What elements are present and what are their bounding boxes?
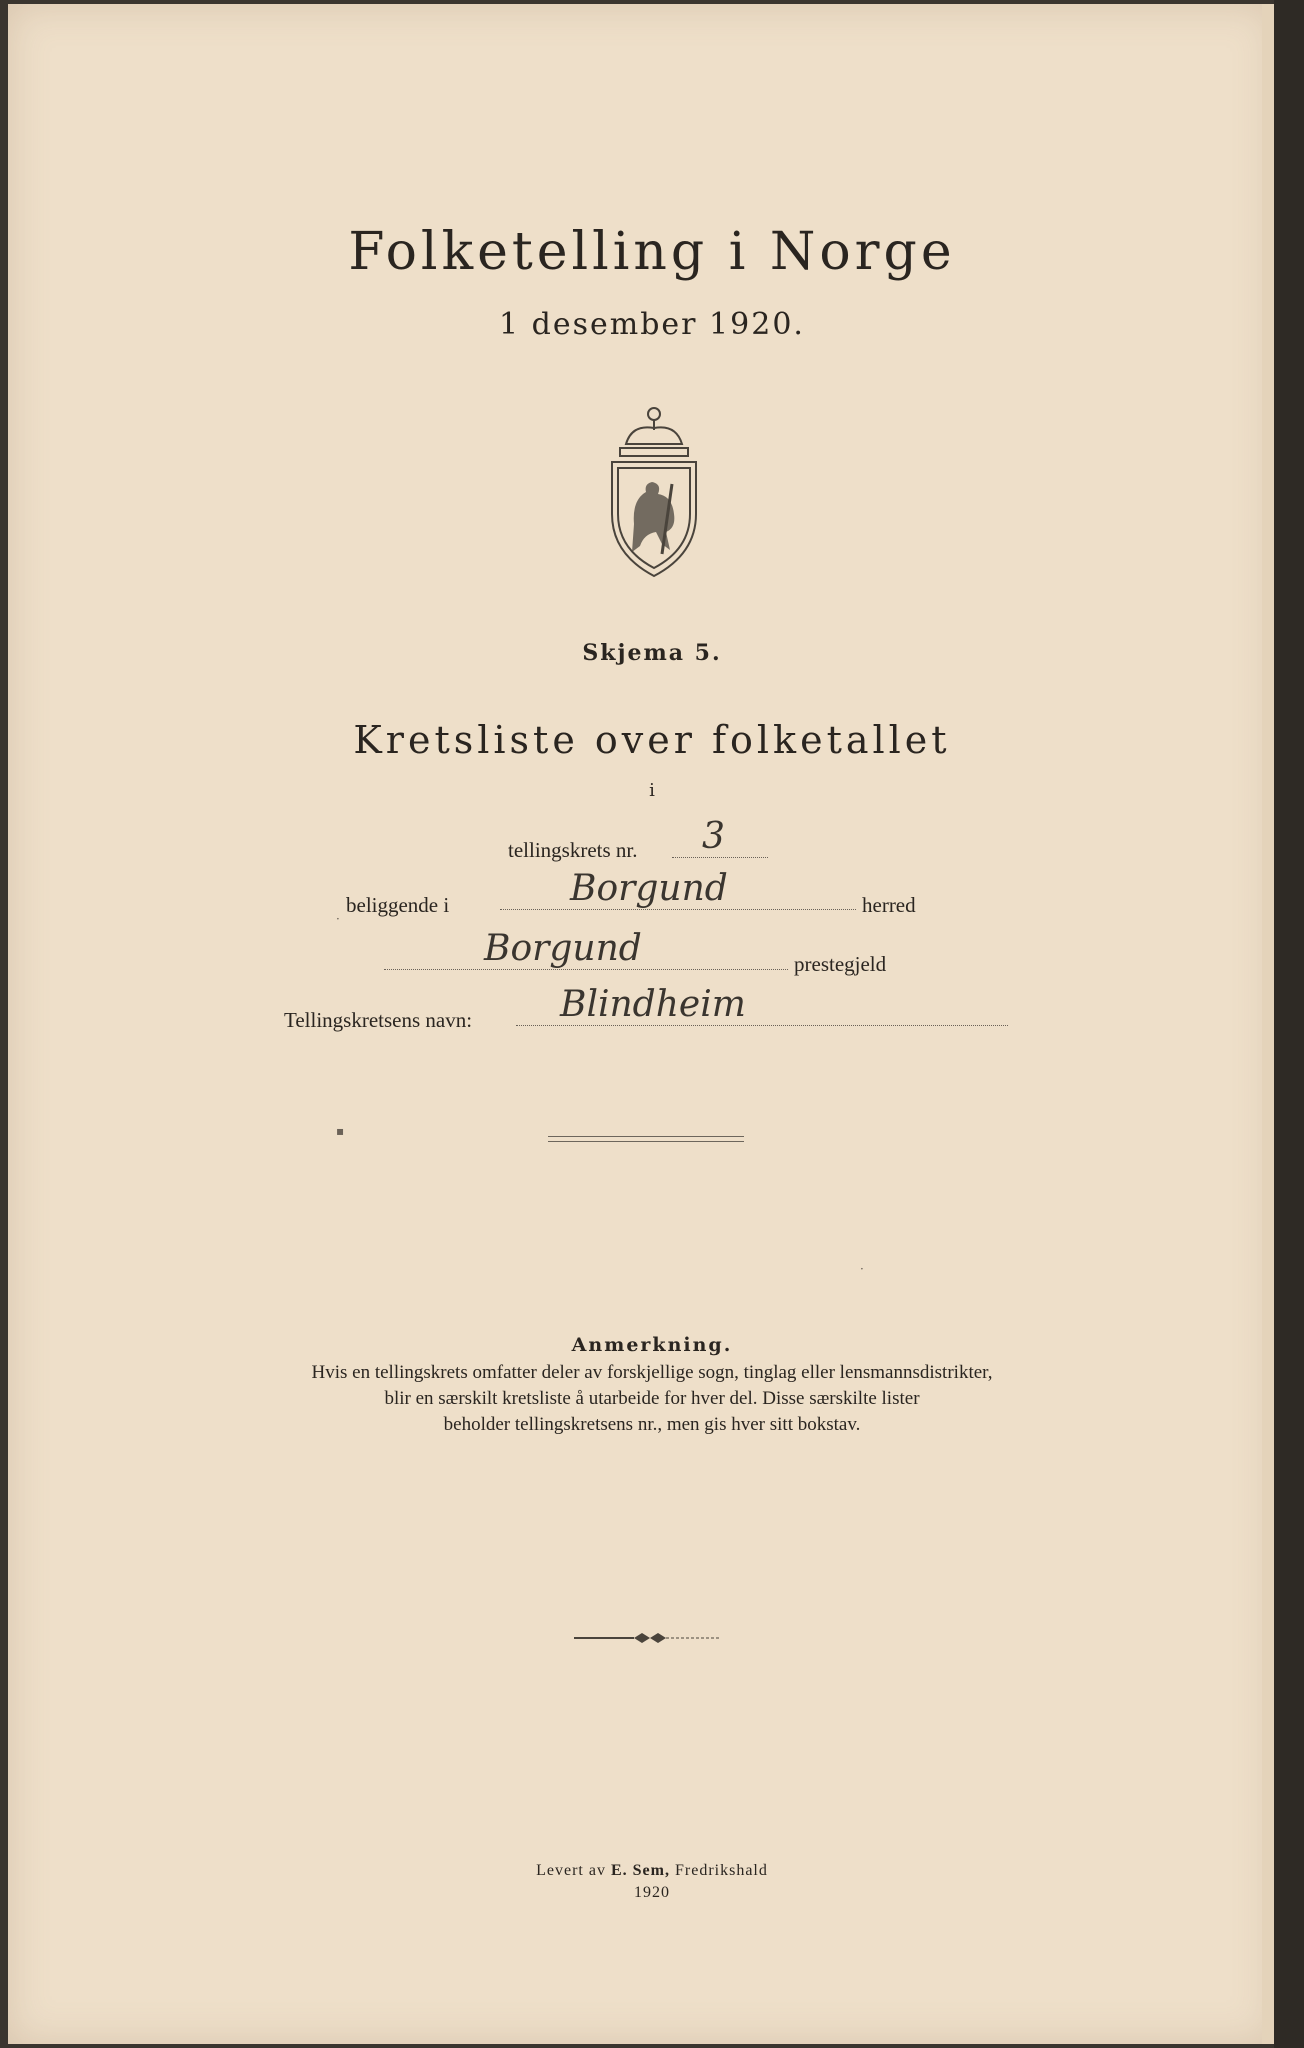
prestegjeld-label: prestegjeld [794,952,887,976]
prestegjeld-name-field: Borgund [384,928,788,970]
print-year: 1920 [634,1884,670,1901]
note-heading: Anmerkning. [571,1334,733,1356]
kretsnavn-field: Blindheim [516,984,1008,1026]
ink-speck: · [336,912,340,926]
schema-number: Skjema 5. [582,640,722,666]
form-heading: Kretsliste over folketallet [353,718,951,762]
herred-name-field: Borgund [500,868,856,910]
ornament-divider-icon [574,1632,720,1644]
ink-speck: · [860,1262,864,1276]
printer-name: E. Sem, [610,1862,670,1879]
kretsnavn-label: Tellingskretsens navn: [284,1008,473,1032]
tellingskrets-number-field: 3 [672,816,768,858]
note-line-3: beholder tellingskretsens nr., men gis hver sitt bokstav. [443,1414,861,1435]
levert-prefix: Levert av [536,1862,606,1879]
herred-label: herred [862,893,916,917]
section-divider [548,1136,744,1142]
document-date: 1 desember 1920. [499,307,805,342]
beliggende-label: beliggende i [346,893,450,917]
note-line-2: blir en særskilt kretsliste å utarbeide for hver del. Disse særskilte lister [384,1388,920,1409]
norwegian-coat-of-arms-icon [592,404,716,580]
tellingskrets-label: tellingskrets nr. [508,838,638,862]
heading-preposition: i [649,780,655,801]
note-line-1: Hvis en tellingskrets omfatter deler av forskjellige sogn, tinglag eller lensmannsdistrikter, [311,1362,993,1383]
document-title: Folketelling i Norge [348,222,956,282]
ink-speck: ▪ [336,1124,345,1138]
printer-credit [0,1862,1304,1880]
printer-place: Fredrikshald [674,1862,768,1879]
